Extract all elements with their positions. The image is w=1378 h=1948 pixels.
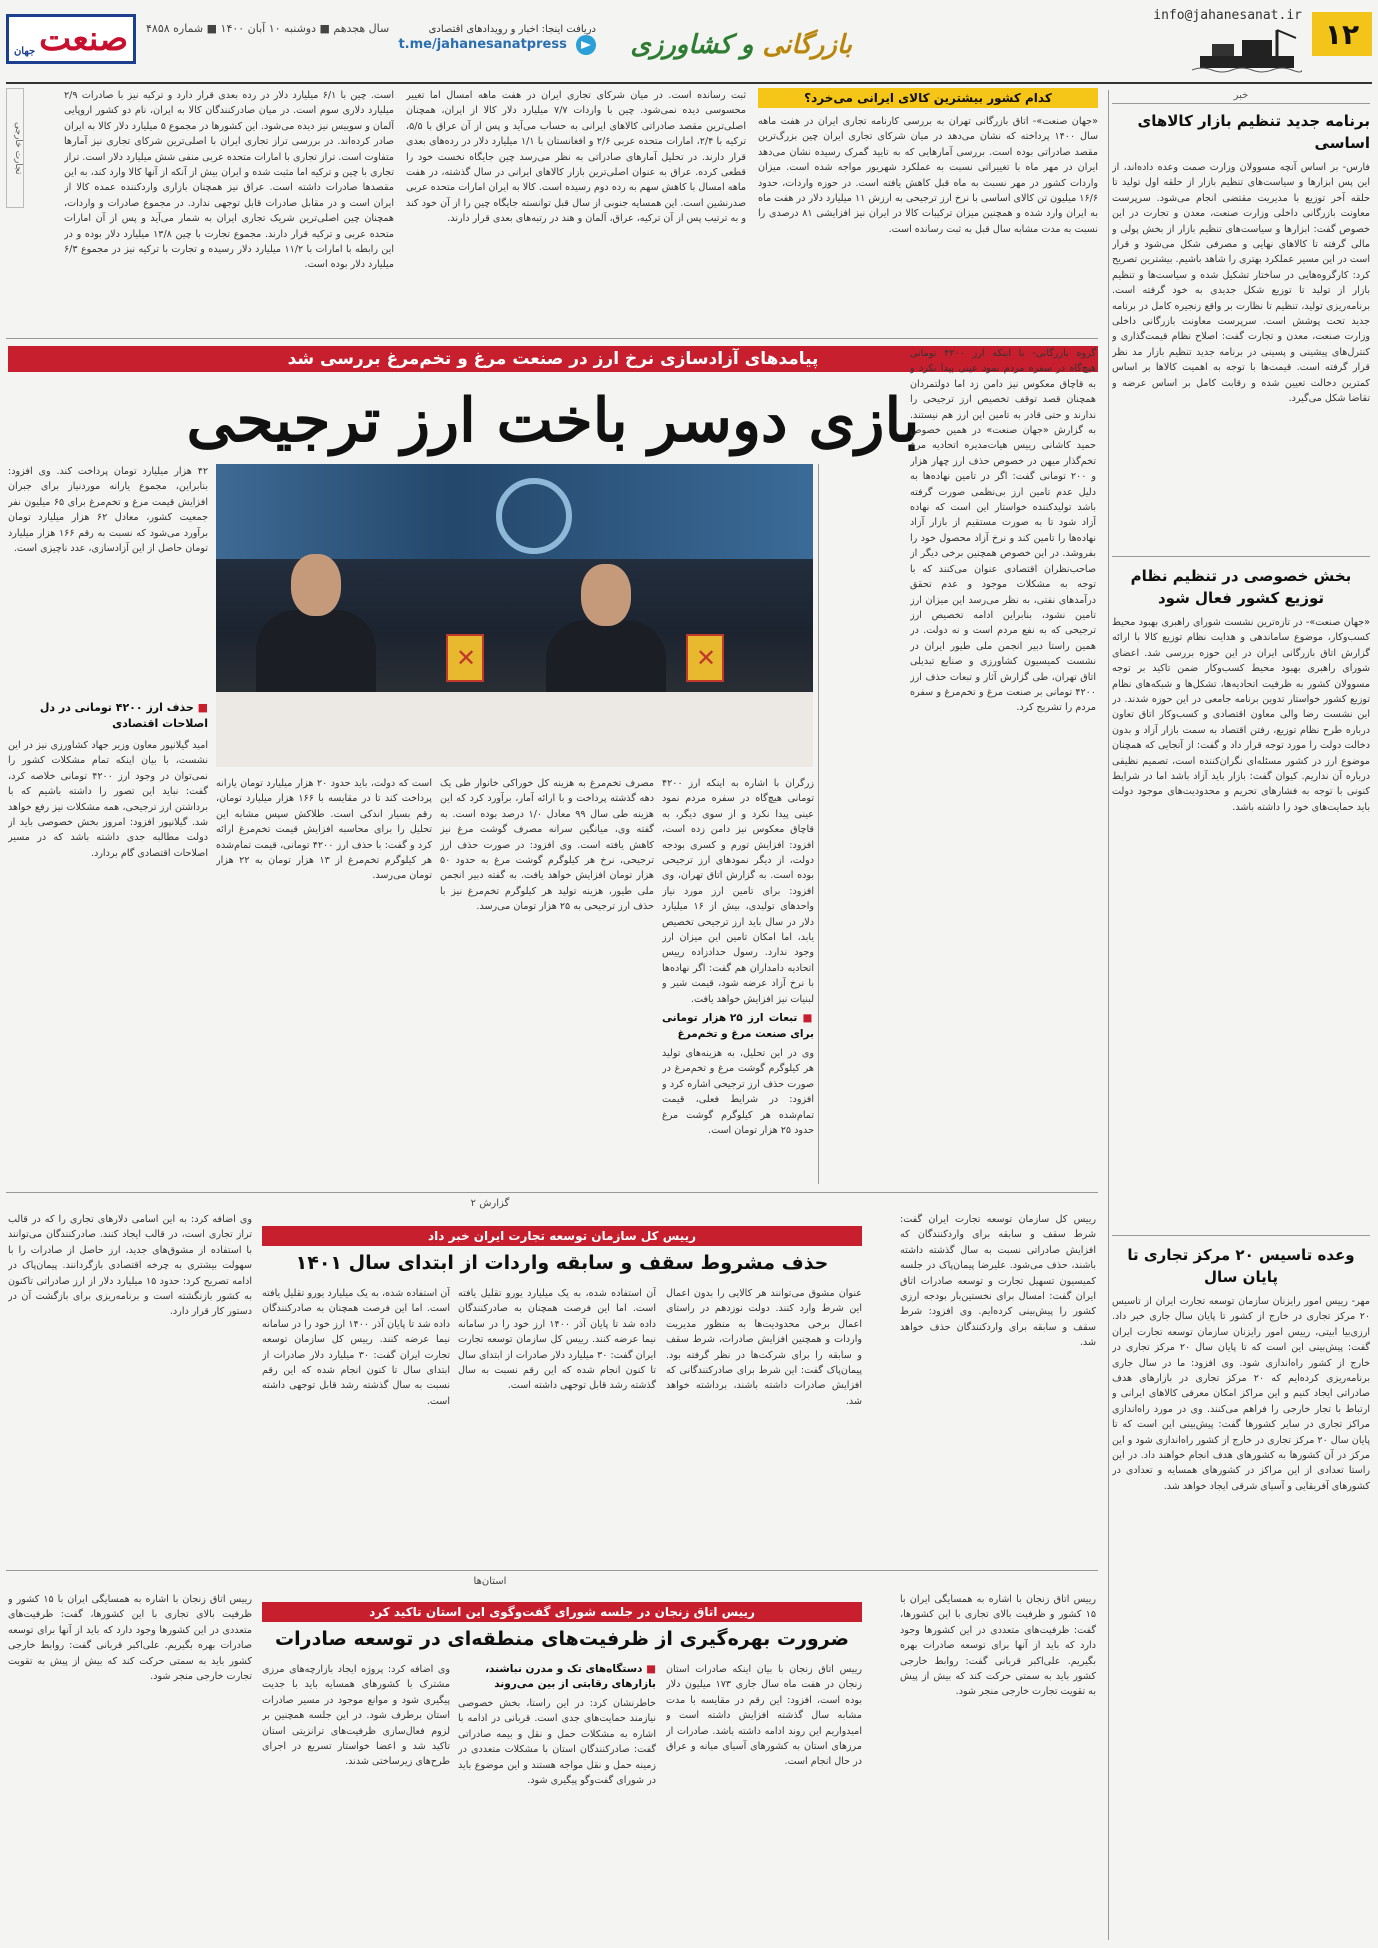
bullet-subhead: ■ حذف ارز ۴۲۰۰ تومانی در دل اصلاحات اقتصادی	[40, 701, 208, 730]
column-divider	[1108, 90, 1109, 1940]
main-col-b: است که دولت، باید حدود ۲۰ هزار میلیارد تومان یارانه پرداخت کند تا در مقایسه با ۱۶۶ هزار میلیارد تومان، رقم بسیار اندکی است. طلاکش سپس مشابه این تحلیل را برای محاسبه افزایش قیمت تخم‌مرغ ارائه کرد و گفت: با حذف ارز ۴۲۰۰ تومانی، قیمت تمام‌شده هر کیلوگرم تخم‌مرغ از ۱۳ هزار تومان به ۲۲ هزار تومان می‌رسد.	[216, 778, 432, 882]
section-c-col3-text: خاطرنشان کرد: در این راستا، بخش خصوصی نیازمند حمایت‌های جدی است. قربانی در ادامه با اشاره به مشکلات حمل و نقل و بیمه صادراتی گفت: صادرکنندگان استان با مشکلات متعددی در زمینه حمل و نقل مواجه هستند و این موضوع باید در شورای گفت‌وگو پیگیری شود.	[458, 1698, 656, 1787]
main-col-mid-text: زرگران با اشاره به اینکه ارز ۴۲۰۰ تومانی هیچ‌گاه در سفره مردم نمود عینی پیدا نکرد و از سوی دیگر، به قاچاق معکوس نیز دامن زده است، افزود: افزایش تورم و کسری بودجه دولت، از دیگر نمودهای ارز ترجیحی بوده است. به گزارش اتاق تهران، وی افزود: برای تامین ارز مورد نیاز واحدهای تولیدی، بیش از ۱۶ میلیارد دلار در سال باید ارز ترجیحی تخصیص یابد، اما امکان تامین این میزان ارز وجود ندارد. رسول حدادزاده رییس اتحادیه دامداران هم گفت: اگر نهاده‌ها با نرخ آزاد عرضه شود، قیمت شیر و لبنیات نیز افزایش خواهد یافت.	[662, 778, 814, 1005]
section-divider	[6, 1570, 1098, 1571]
story2-title[interactable]: بخش خصوصی در تنظیم نظام توزیع کشور فعال شود	[1130, 567, 1352, 607]
main-col-a-bullet	[8, 700, 208, 732]
cargo-ship-icon	[1192, 26, 1302, 76]
section-c-headline[interactable]: ضرورت بهره‌گیری از ظرفیت‌های منطقه‌ای در توسعه صادرات	[275, 1628, 849, 1650]
section-c-col4: وی اضافه کرد: پروژه ایجاد بازارچه‌های مرزی مشترک با کشورهای همسایه باید با جدیت پیگیری شود و موانع موجود در مسیر صادرات استان برطرف شود. در این جلسه همچنین بر لزوم فعال‌سازی ظرفیت‌های ترانزیتی استان تاکید شد و اعضا خواستار تسریع در اجرای طرح‌های زیرساختی شدند.	[262, 1664, 450, 1768]
column-divider	[818, 464, 819, 1184]
top-col3-text: است. چین با ۶/۱ میلیارد دلار در رده بعدی قرار دارد و ترکیه نیز با صادرات ۲/۹ میلیارد دلاری سوم است. در میان صادرکنندگان کالا به ایران، نام دو کشور اروپایی آلمان و سوییس نیز دیده می‌شود. این کشورها در مجموع ۵ میلیارد دلار کالا به ایران صادر کرده‌اند. در بررسی تراز تجاری ایران با اصلی‌ترین شرکای تجاری نیز آمارها متفاوت است. تراز تجاری با امارات متحده عربی منفی شش میلیارد دلار است. تراز تجاری با چین و ترکیه اما مثبت شده و ایران بیش از آنکه از آنها کالا وارد کند، به این مقصدها صادرات داشته است. عراق نیز همچنان بازاری واردکننده عمده کالا از ایران است و در مقابل صادرات قابل توجهی ندارد. در مجموع صادرات و واردات، همچنان چین اصلی‌ترین شریک تجاری ایران به شمار می‌آید و پس از آن امارات متحده عربی و ترکیه قرار دارند. مجموع تجارت با چین ۱۳/۸ میلیارد دلار بوده و در این رابطه با امارات با ۱۱/۲ میلیارد دلار رسیده و تجارت با ترکیه نیز در مجموع ۶/۳ میلیارد دلار بوده است.	[64, 90, 394, 271]
newspaper-logo[interactable]	[6, 14, 136, 64]
main-col-mid	[662, 776, 814, 1178]
section-c-col2: رییس اتاق زنجان با بیان اینکه صادرات استان زنجان در هفت ماه سال جاری ۱۷۳ میلیون دلار بوده است، افزود: این رقم در مقایسه با مدت مشابه سال گذشته افزایش داشته است و امیدواریم این روند ادامه داشته باشد. صادرات از مرزهای استان به کشورهای آسیای میانه و عراق در حال انجام است.	[666, 1664, 862, 1768]
section-b-kicker[interactable]: رییس کل سازمان توسعه تجارت ایران خبر داد	[262, 1226, 862, 1246]
main-col-right: گروه بازرگانی- با اینکه ارز ۴۲۰۰ تومانی هیچ‌گاه در سفره مردم نمود عینی پیدا نکرد و به قاچاق معکوس نیز دامن زد اما دولتمردان همچنان قصد توقف تخصیص ارز ترجیحی را ندارند و حتی قادر به تامین این ارز هم نیستند. به گزارش «جهان صنعت» در همین خصوص حمید کاشانی رییس هیات‌مدیره اتحادیه مرغ تخم‌گذار میهن در خصوص حذف ارز چهار هزار و ۲۰۰ تومانی گفت: اگر در تامین نهاده‌ها به دلیل عدم تامین ارز بی‌نظمی صورت گرفته باشد تولیدکننده خواستار این است که نهاده آزاد شود تا به صورت مستقیم از بازار آزاد نهاده‌ها را تامین کند و نرخ آزاد محصول خود را بفروشد. در این خصوص همچنین برخی دیگر از صاحب‌نظران اقتصادی عنوان می‌کنند که با توجه به مشکلات موجود و عدم تحقق درآمدهای نفتی، به نظر می‌رسد این میزان ارز تامین نشود، بنابراین ادامه تخصیص ارز ترجیحی که به نفع مردم است و نه دولت. در همین راستا دبیر انجمن ملی طیور ایران در نشست کمیسیون کشاورزی و صنایع تبدیلی اتاق تهران، طی گزارش آثار و تبعات حذف ارز ۴۲۰۰ تومانی بر صنعت مرغ و تخم‌مرغ و سفره مردم را تشریح کرد.	[910, 348, 1096, 714]
section-c-label: استان‌ها	[473, 1576, 507, 1587]
email-address[interactable]: info@jahanesanat.ir	[1153, 8, 1302, 23]
story1-body: فارس- بر اساس آنچه مسوولان وزارت صمت وعده داده‌اند، از این پس ابزارها و سیاست‌های تنظیم بازار از حلقه اول تولید تا حلقه آخر توزیع با مدیریت مقتضی انجام می‌شود. سرپرست معاونت بازرگانی داخلی وزارت صنعت، معدن و تجارت در این خصوص گفت: ابزارها و سیاست‌های تنظیم بازار از بخش پولی و مالی گرفته تا کالاهای نهایی و مصرفی شکل می‌شود و قرار است در این مسیر عملکرد بهتری را شاهد باشیم. بیشترین تصریح کرد: کارگروه‌هایی در ساختار تشکیل شده و سیاست‌ها و تنظیم بازار از تولید تا توزیع شکل جدیدی به خود گرفته است. برنامه‌ریزی تولید، تنظیم تا نظارت بر واقع زنجیره کامل در برنامه جدید تحت پوشش است. سرپرست معاونت بازرگانی داخلی وزارت صنعت، معدن و تجارت گفت: اصلاح نظام قیمت‌گذاری و کنترل‌های پیشینی و پسینی در برنامه جدید تنظیم بازار مد نظر قرار گرفته است. قیمت‌ها با توجه به اهمیت کالاها بر اساس کمترین دخالت تعیین شده و رقابت کامل بر اساس عرضه و تقاضا شکل می‌گیرد.	[1112, 162, 1370, 405]
photo-table	[216, 692, 813, 767]
main-red-kicker[interactable]: پیامدهای آزادسازی نرخ ارز در صنعت مرغ و تخم‌مرغ بررسی شد	[8, 346, 1098, 372]
section-divider	[6, 338, 1098, 339]
photo-table-sign	[686, 634, 724, 682]
issue-info: سال هجدهم ■ دوشنبه ۱۰ آبان ۱۴۰۰ ■ شماره ۴۸۵۸	[146, 22, 390, 35]
section-b-col4: وی اضافه کرد: به این اسامی دلارهای تجاری را که در قالب تراز تجاری است، در قالب ایجاد کنند. صادرکنندگان می‌توانند با استفاده از مشوق‌های جدید، ارز حاصل از صادرات را با سهولت بیشتری به چرخه اقتصادی بازگردانند. پیمان‌پاک در ادامه تصریح کرد: حدود ۱۵ میلیارد دلار از ارز صادراتی تاکنون به کشور بازنگشته است و برنامه‌ریزی برای بازگشت آن در دستور کار قرار دارد.	[8, 1214, 252, 1318]
section-c-col1: رییس اتاق زنجان با اشاره به همسایگی ایران با ۱۵ کشور و ظرفیت بالای تجاری با این کشورها، گفت: ظرفیت‌های متعددی در این کشورها وجود دارد که باید از آنها برای توسعه صادرات بهره بگیریم. علی‌اکبر قربانی گفت: روابط خارجی کشور باید به سمتی حرکت کند که بیش از پیش به تقویت تجارت خارجی منجر شود.	[900, 1594, 1096, 1698]
story2-body: «جهان صنعت»- در تازه‌ترین نشست شورای راهبری بهبود محیط کسب‌وکار، موضوع ساماندهی و هدایت نظام توزیع کالا با ارائه گزارش اتاق بازرگانی ایران در این حوزه بررسی شد. اعضای شورای راهبری بهبود محیط کسب‌وکار ضمن تاکید بر توجه مسوولان کشور به ظرفیت اتحادیه‌ها، تشکل‌ها و شبکه‌های نظام توزیع کشور خواستار تدوین برنامه جامعی در این حوزه شدند. در این نشست رضا والی معاون اقتصادی و کسب‌وکار اتاق تعاون درباره طرح نظام توزیع، رفتن اقتصاد به سمت بازار آزاد و بدون دخالت دولت را مورد توجه قرار داد و گفت: از آنجایی که همچنان موضوع ارز در کشور مسئله‌ای نگران‌کننده است، تصمیم نظیفی درباره آن نداریم. کیوان گفت: بازار باید آزاد باشد اما در شرایط کنونی با توجه به فشارهای تحریم و محدودیت‌های موجود دولت باید حمایت‌های خود را داشته باشد.	[1112, 617, 1370, 813]
section-b-headline[interactable]: حذف مشروط سقف و سابقه واردات از ابتدای سال ۱۴۰۱	[295, 1252, 829, 1274]
top-col-1	[758, 88, 1098, 332]
telegram-icon	[576, 35, 596, 55]
section-b-col5: آن استفاده شده، به یک میلیارد یورو تقلیل یافته است. اما این فرصت همچنان به صادرکنندگان داده شد تا پایان آذر ۱۴۰۰ ارز خود را در سامانه نیما عرضه کنند. رییس کل سازمان توسعه تجارت ایران گفت: ۳۰ میلیارد دلار صادرات از ابتدای سال تا کنون انجام شده که این رقم نسبت به سال گذشته رشد قابل توجهی داشته است.	[262, 1288, 450, 1407]
photo-table-sign	[446, 634, 484, 682]
story3-body: مهر- رییس امور رایزنان سازمان توسعه تجارت ایران از تاسیس ۲۰ مرکز تجاری در خارج از کشور تا پایان سال جاری خبر داد. ارزی‌بیا ابیتی، رییس امور رایزنان سازمان توسعه تجارت ایران گفت: پیش‌بینی این است که تا پایان سال ۲۰ مرکز تجاری در خارج از کشور راه‌اندازی شود. وی افزود: ما در سال جاری برنامه‌ریزی کرده‌ایم که ۲۰ مرکز تجاری در بازارهای هدف صادراتی ایجاد کنیم و این مراکز امکان معرفی کالاهای ایرانی و ارتباط با تجار خارجی را فراهم می‌کنند. وی در مورد راه‌اندازی مراکز تجاری در سایر کشورها گفت: پیش‌بینی این است که تا پایان سال ۲۰ مرکز تجاری در خارج از کشور راه‌اندازی شود و این مرکز در آن کشورها به کشورهای هدف انجام خواهند داد. در این راستا تعدادی از این مراکز در کشورهای همسایه و تعدادی در کشورهای آفریقایی و آسیای شرقی ایجاد خواهد شد.	[1112, 1296, 1370, 1492]
main-col-a-bottom: امید گیلانپور معاون وزیر جهاد کشاورزی نیز در این نشست، با بیان اینکه تمام مشکلات کشور را نمی‌توان در وجود ارز ۴۲۰۰ تومانی خلاصه کرد، گفت: نباید این تصور را داشته باشیم که با برداشتن ارز ترجیحی، همه مشکلات نیز رفع خواهد شد. گیلانپور افزود: امروز بخش خصوصی باید از دولت مطالبه جدی داشته باشد که در مسیر اصلاحات اقتصادی گام بردارد.	[8, 740, 208, 859]
meeting-photo	[216, 464, 813, 767]
section-title	[630, 30, 852, 60]
section-divider	[6, 1192, 1098, 1193]
top-col1-text: «جهان صنعت»- اتاق بازرگانی تهران به بررسی کارنامه تجاری ایران در هفت ماهه سال ۱۴۰۰ پرداخته که نشان می‌دهد در میان شرکای تجاری ایران چین بزرگ‌ترین مقصد صادراتی بوده است. بررسی آمارهایی که به تایید گمرک رسیده نشان می‌دهد ایران در مهر ماه با تغییراتی نسبت به عملکرد شهریور مواجه شده است. میزان واردات کشور در مهر نسبت به ماه قبل کاهش یافته است. در حوزه واردات، حدود ۱۶/۶ میلیون تن کالای اساسی با نرخ ارز ترجیحی به ارزش ۱۱ میلیارد دلار در هفت ماه به ایران وارد شده و همچنین میزان ترکیبات کالا در ایران نیز افزایشی ۸۱ درصدی را نسبت به مدت مشابه سال قبل به ثبت رسانده است.	[758, 116, 1098, 235]
telegram-link[interactable]: t.me/jahanesanatpress	[398, 37, 567, 52]
logo-sub: جهان	[13, 46, 36, 57]
section-b-label: گزارش ۲	[470, 1198, 510, 1209]
top-col2-text: ثبت رسانده است. در میان شرکای تجاری ایران در هفت ماهه امسال اما تغییر محسوسی دیده نمی‌شود. چین با واردات ۷/۷ میلیارد دلار کالا از ایران، همچنان اصلی‌ترین مقصد صادراتی کالاهای ایرانی به حساب می‌آید و پس از آن عراق با ۵/۵، ترکیه با ۲/۴، امارات متحده عربی ۲/۶ و افغانستان با ۱/۱ میلیارد دلار در رده‌های بعدی قرار دارند. در تحلیل آمارهای صادراتی به نظر می‌رسد چین جایگاه نخست خود را قطعی کرده. عراق به عنوان اصلی‌ترین بازار کالاهای ایرانی در سال گذشته، در هفت ماهه امسال با کاهش سهم به رده دوم رسیده است. کالا به ایران امارات متحده عربی صدرنشین است. این همسایه جنوبی از سال قبل توانسته جایگاه چین را از آن خود کند و به ترتیب پس از آن ترکیه، عراق، آلمان و هند در رتبه‌های بعدی قرار دارند.	[406, 90, 746, 225]
story1-title[interactable]: برنامه جدید تنظیم بازار کالاهای اساسی	[1137, 112, 1370, 152]
main-col-a-top: ۴۲ هزار میلیارد تومان پرداخت کند. وی افزود: بنابراین، مجموع یارانه موردنیاز برای جبران افزایش قیمت مرغ و تخم‌مرغ برای ۶۵ میلیون نفر جمعیت کشور، معادل ۶۲ هزار میلیارد تومان برآورد می‌شود که نسبت به رقم ۱۶۶ هزار میلیارد تومان حاصل از این آزادسازی، عدد ناچیزی است.	[8, 466, 208, 555]
telegram-text: دریافت اینجا: اخبار و رویدادهای اقتصادی	[428, 24, 596, 35]
story3-title[interactable]: وعده تاسیس ۲۰ مرکز تجاری تا پایان سال	[1127, 1246, 1355, 1286]
photo-banner	[216, 464, 813, 559]
top-kicker[interactable]: کدام کشور بیشترین کالای ایرانی می‌خرد؟	[758, 88, 1098, 108]
section-b-col1: رییس کل سازمان توسعه تجارت ایران گفت: شرط سقف و سابقه برای واردکنندگان که افزایش صادراتی نسبت به سال گذشته داشته باشند، حذف می‌شود. علیرضا پیمان‌پاک در جلسه کمیسیون تسهیل تجارت و توسعه صادرات اتاق ایران گفت: امسال برای نخستین‌بار بودجه ارزی کشور را پیش‌بینی کرده‌ایم. وی افزود: شرط سقف و سابقه برای واردکنندگان حذف خواهد شد.	[900, 1214, 1096, 1349]
page-number: ۱۲	[1312, 12, 1372, 56]
divider	[1112, 556, 1370, 557]
divider	[1112, 1235, 1370, 1236]
main-col-c: مصرف تخم‌مرغ به هزینه کل خوراکی خانوار طی یک دهه گذشته پرداخت و با ارائه آمار، برآورد کرد که این هزینه طی سال ۹۹ معادل ۱/۰ درصد بوده است. به گفته وی، میانگین سرانه مصرف گوشت مرغ نیز کاهش یافته است. وی افزود: در صورت حذف ارز ترجیحی، نرخ هر کیلوگرم گوشت مرغ به حدود ۵۰ هزار تومان افزایش خواهد یافت. به گفته دبیر انجمن ملی طیور، هزینه تولید هر کیلوگرم تخم‌مرغ نیز با حذف ارز ترجیحی به ۲۵ هزار تومان می‌رسد.	[440, 778, 654, 913]
page-header	[6, 4, 1372, 84]
right-news-column	[1112, 90, 1370, 1894]
section-c-col3	[458, 1662, 656, 1940]
top-sidebar-tag: تجارت خارجی	[6, 88, 24, 208]
logo-text: صنعت	[39, 19, 129, 59]
section-c-col5: رییس اتاق زنجان با اشاره به همسایگی ایران با ۱۵ کشور و ظرفیت بالای تجاری با این کشورها، گفت: ظرفیت‌های متعددی در این کشورها وجود دارد که باید از آنها برای توسعه صادرات بهره بگیریم. علی‌اکبر قربانی گفت: روابط خارجی کشور باید به سمتی حرکت کند که بیش از پیش به تقویت تجارت خارجی منجر شود.	[8, 1594, 252, 1683]
main-col-mid-text-2: وی در این تحلیل، به هزینه‌های تولید هر کیلوگرم گوشت مرغ و تخم‌مرغ در صورت حذف ارز ترجیحی اشاره کرد و افزود: در شرایط فعلی، قیمت تمام‌شده هر کیلوگرم گوشت مرغ حدود ۲۵ هزار تومان است.	[662, 1047, 814, 1136]
main-col-mid-bullet: ■ تبعات ارز ۲۵ هزار تومانی برای صنعت مرغ و تخم‌مرغ	[662, 1011, 814, 1042]
section-c-bullet: ■ دستگاه‌های تک و مدرن نباشند، بازارهای رقابتی از بین می‌روند	[458, 1662, 656, 1692]
section-title-a: بازرگانی	[762, 30, 852, 60]
news-tag: خبر	[1112, 90, 1370, 104]
section-title-b: و کشاورزی	[630, 30, 754, 60]
section-c-kicker[interactable]: رییس اتاق زنجان در جلسه شورای گفت‌وگوی این استان تاکید کرد	[262, 1602, 862, 1622]
section-b-col3: آن استفاده شده، به یک میلیارد یورو تقلیل یافته است. اما این فرصت همچنان به صادرکنندگان داده شد تا پایان آذر ۱۴۰۰ ارز خود را در سامانه نیما عرضه کنند. رییس کل سازمان توسعه تجارت ایران گفت: ۳۰ میلیارد دلار صادرات از ابتدای سال تا کنون انجام شده که این رقم نسبت به سال گذشته رشد قابل توجهی داشته است.	[458, 1288, 656, 1392]
main-headline[interactable]: بازی دوسر باخت ارز ترجیحی	[186, 386, 920, 456]
section-b-col2: عنوان مشوق می‌توانند هر کالایی را بدون اعمال این شرط وارد کنند. دولت نوزدهم در راستای اعمال برخی محدودیت‌ها به منظور مدیریت واردات و همچنین افزایش صادرات، شرط سقف و سابقه را برای شرکت‌ها در نظر گرفته بود. پیمان‌پاک گفت: این شرط برای صادرکنندگانی که افزایش صادرات داشته باشند، برداشته خواهد شد.	[666, 1288, 862, 1407]
top-trade-story	[6, 88, 1098, 336]
